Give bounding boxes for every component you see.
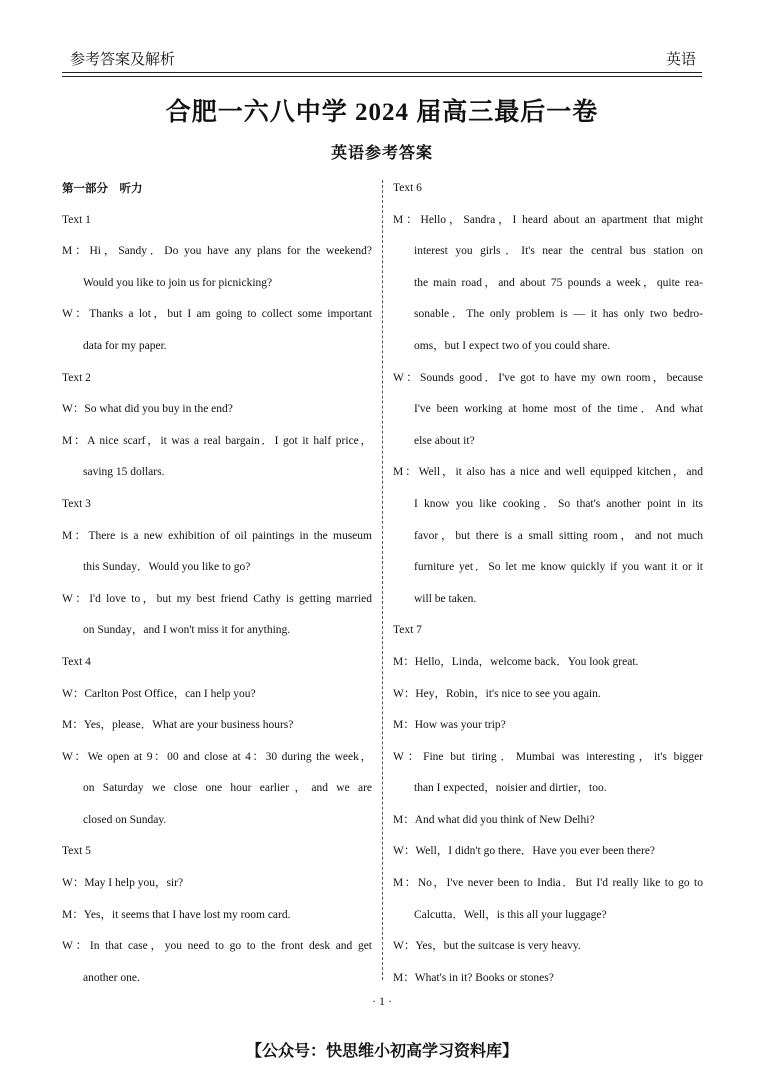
dialogue-line: W：We open at 9：00 and close at 4：30 during the week， <box>62 750 372 763</box>
dialogue-line: than I expected，noisier and dirtier，too. <box>414 782 607 795</box>
dialogue-line: W：In that case，you need to go to the front desk and get <box>62 940 372 953</box>
dialogue-line: W：Fine but tiring．Mumbai was interesting，it's bigger <box>393 750 703 763</box>
footer-banner: 【公众号：快思维小初高学习资料库】 <box>245 1041 518 1060</box>
dialogue-line: oms，but I expect two of you could share. <box>414 339 611 352</box>
dialogue-line: M：What's in it? Books or stones? <box>393 971 554 984</box>
dialogue-line: another one. <box>83 971 140 984</box>
dialogue-line: M：Hello，Sandra，I heard about an apartment that might <box>393 213 703 226</box>
text-label: Text 3 <box>62 497 91 510</box>
text-label: Text 7 <box>393 624 422 637</box>
text-label: Text 4 <box>62 655 91 668</box>
section-heading: 第一部分 听力 <box>62 181 143 195</box>
dialogue-line: M：Hello，Linda，welcome back．You look great. <box>393 655 639 668</box>
dialogue-line: this Sunday．Would you like to go? <box>83 561 251 574</box>
text-label: Text 1 <box>62 213 91 226</box>
column-divider <box>382 180 383 980</box>
dialogue-line: the main road，and about 75 pounds a week，quite rea- <box>414 276 703 289</box>
dialogue-line: W：Sounds good．I've got to have my own room，because <box>393 371 703 384</box>
page-subtitle: 英语参考答案 <box>330 145 433 162</box>
dialogue-line: M：Hi，Sandy．Do you have any plans for the weekend? <box>62 245 372 258</box>
dialogue-line: I've been working at home most of the time．And what <box>414 403 703 416</box>
dialogue-line: I know you like cooking．So that's another point in its <box>414 497 703 510</box>
header-left-text: 参考答案及解析 <box>70 52 176 68</box>
dialogue-line: Would you like to join us for picnicking? <box>83 276 273 289</box>
header-rule-thin <box>62 76 702 77</box>
dialogue-line: interest you girls．It's near the central bus station on <box>414 245 703 258</box>
dialogue-line: will be taken. <box>414 592 477 605</box>
header-right-text: 英语 <box>665 52 696 68</box>
text-label: Text 6 <box>393 182 422 194</box>
dialogue-line: sonable．The only problem is — it has only two bedro- <box>414 308 703 321</box>
dialogue-line: W：Thanks a lot，but I am going to collect some important <box>62 308 372 321</box>
dialogue-line: on Sunday，and I won't miss it for anything. <box>83 624 291 637</box>
header-rule <box>62 72 702 73</box>
page-number: · 1 · <box>372 994 392 1008</box>
dialogue-line: favor，but there is a small sitting room，and not much <box>414 529 703 542</box>
dialogue-line: on Saturday we close one hour earlier，and we are <box>83 782 372 795</box>
dialogue-line: M：There is a new exhibition of oil paintings in the museum <box>62 529 372 542</box>
dialogue-line: M：No，I've never been to India．But I'd really like to go to <box>393 877 703 890</box>
dialogue-line: closed on Sunday. <box>83 813 167 826</box>
dialogue-line: else about it? <box>414 434 475 447</box>
dialogue-line: M：How was your trip? <box>393 719 506 732</box>
dialogue-line: W：Hey，Robin，it's nice to see you again. <box>393 687 601 700</box>
dialogue-line: M：A nice scarf，it was a real bargain．I got it half price， <box>62 434 372 447</box>
dialogue-line: furniture yet．So let me know quickly if you want it or it <box>414 561 703 574</box>
page-title: 合肥一六八中学 2024 届高三最后一卷 <box>165 99 599 126</box>
dialogue-line: W：Carlton Post Office，can I help you? <box>62 687 256 700</box>
dialogue-line: saving 15 dollars. <box>83 466 165 479</box>
left-column <box>62 173 372 994</box>
dialogue-line: W：Yes，but the suitcase is very heavy. <box>393 940 581 953</box>
dialogue-line: M：Yes，please．What are your business hours? <box>62 719 294 732</box>
dialogue-line: M：Well，it also has a nice and well equipped kitchen，and <box>393 466 703 479</box>
dialogue-line: W：May I help you，sir? <box>62 877 184 890</box>
dialogue-line: W：I'd love to，but my best friend Cathy is getting married <box>62 592 372 605</box>
dialogue-line: M：Yes，it seems that I have lost my room card. <box>62 908 291 921</box>
dialogue-line: Calcutta．Well，is this all your luggage? <box>414 908 607 921</box>
right-column <box>393 173 703 994</box>
text-label: Text 5 <box>62 845 91 858</box>
dialogue-line: W：Well，I didn't go there．Have you ever been there? <box>393 845 656 858</box>
dialogue-line: M：And what did you think of New Delhi? <box>393 813 595 826</box>
dialogue-line: W：So what did you buy in the end? <box>62 403 233 416</box>
dialogue-line: data for my paper. <box>83 339 167 352</box>
text-label: Text 2 <box>62 371 91 384</box>
